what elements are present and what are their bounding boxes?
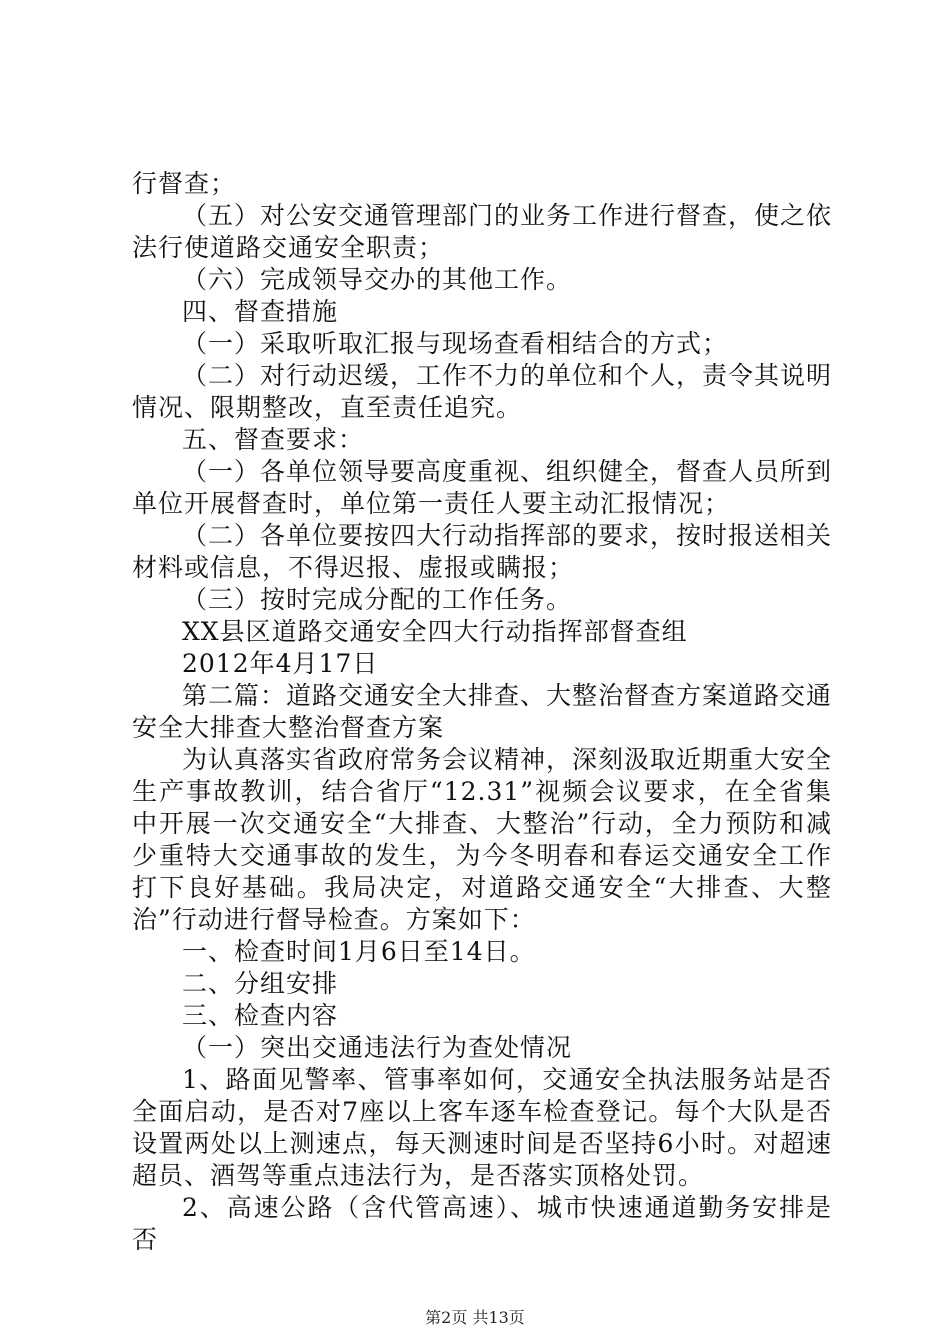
paragraph: 一、检查时间1月6日至14日。 — [182, 937, 536, 966]
paragraph: （三）按时完成分配的工作任务。 — [182, 585, 573, 614]
paragraph: （六）完成领导交办的其他工作。 — [182, 265, 573, 294]
page-footer: 第2页 共13页 — [425, 1308, 525, 1327]
paragraph: （一）各单位领导要高度重视、组织健全，督查人员所到单位开展督查时，单位第一责任人要主动汇报情况； — [132, 457, 833, 518]
paragraph: 2012年4月17日 — [182, 649, 379, 678]
paragraph: 三、检查内容 — [182, 1001, 339, 1030]
paragraph: （五）对公安交通管理部门的业务工作进行督查，使之依法行使道路交通安全职责； — [132, 201, 833, 262]
paragraph: XX县区道路交通安全四大行动指挥部督查组 — [182, 617, 688, 646]
paragraph: （一）采取听取汇报与现场查看相结合的方式； — [182, 329, 729, 358]
paragraph: （二）对行动迟缓，工作不力的单位和个人，责令其说明情况、限期整改，直至责任追究。 — [132, 361, 833, 422]
paragraph: 2、高速公路（含代管高速）、城市快速通道勤务安排是否 — [132, 1193, 832, 1254]
paragraph: 二、分组安排 — [182, 969, 339, 998]
paragraph: 五、督查要求： — [182, 425, 365, 454]
paragraph: 为认真落实省政府常务会议精神，深刻汲取近期重大安全生产事故教训，结合省厅“12.31”视频会议要求，在全省集中开展一次交通安全“大排查、大整治”行动，全力预防和减少重特大交通事故的发生，为今冬明春和春运交通安全工作打下良好基础。我局决定，对道路交通安全“大排查、大整治”行动进行督导检查。方案如下： — [132, 745, 833, 934]
document-body — [132, 168, 832, 1256]
paragraph: 四、督查措施 — [182, 297, 339, 326]
paragraph: （二）各单位要按四大行动指挥部的要求，按时报送相关材料或信息，不得迟报、虚报或瞒报； — [132, 521, 833, 582]
paragraph: 第二篇：道路交通安全大排查、大整治督查方案道路交通安全大排查大整治督查方案 — [132, 681, 833, 742]
paragraph: （一）突出交通违法行为查处情况 — [182, 1033, 573, 1062]
paragraph: 行督查； — [132, 169, 237, 198]
paragraph: 1、路面见警率、管事率如何，交通安全执法服务站是否全面启动，是否对7座以上客车逐车检查登记。每个大队是否设置两处以上测速点，每天测速时间是否坚持6小时。对超速超员、酒驾等重点违法行为，是否落实顶格处罚。 — [132, 1065, 832, 1190]
